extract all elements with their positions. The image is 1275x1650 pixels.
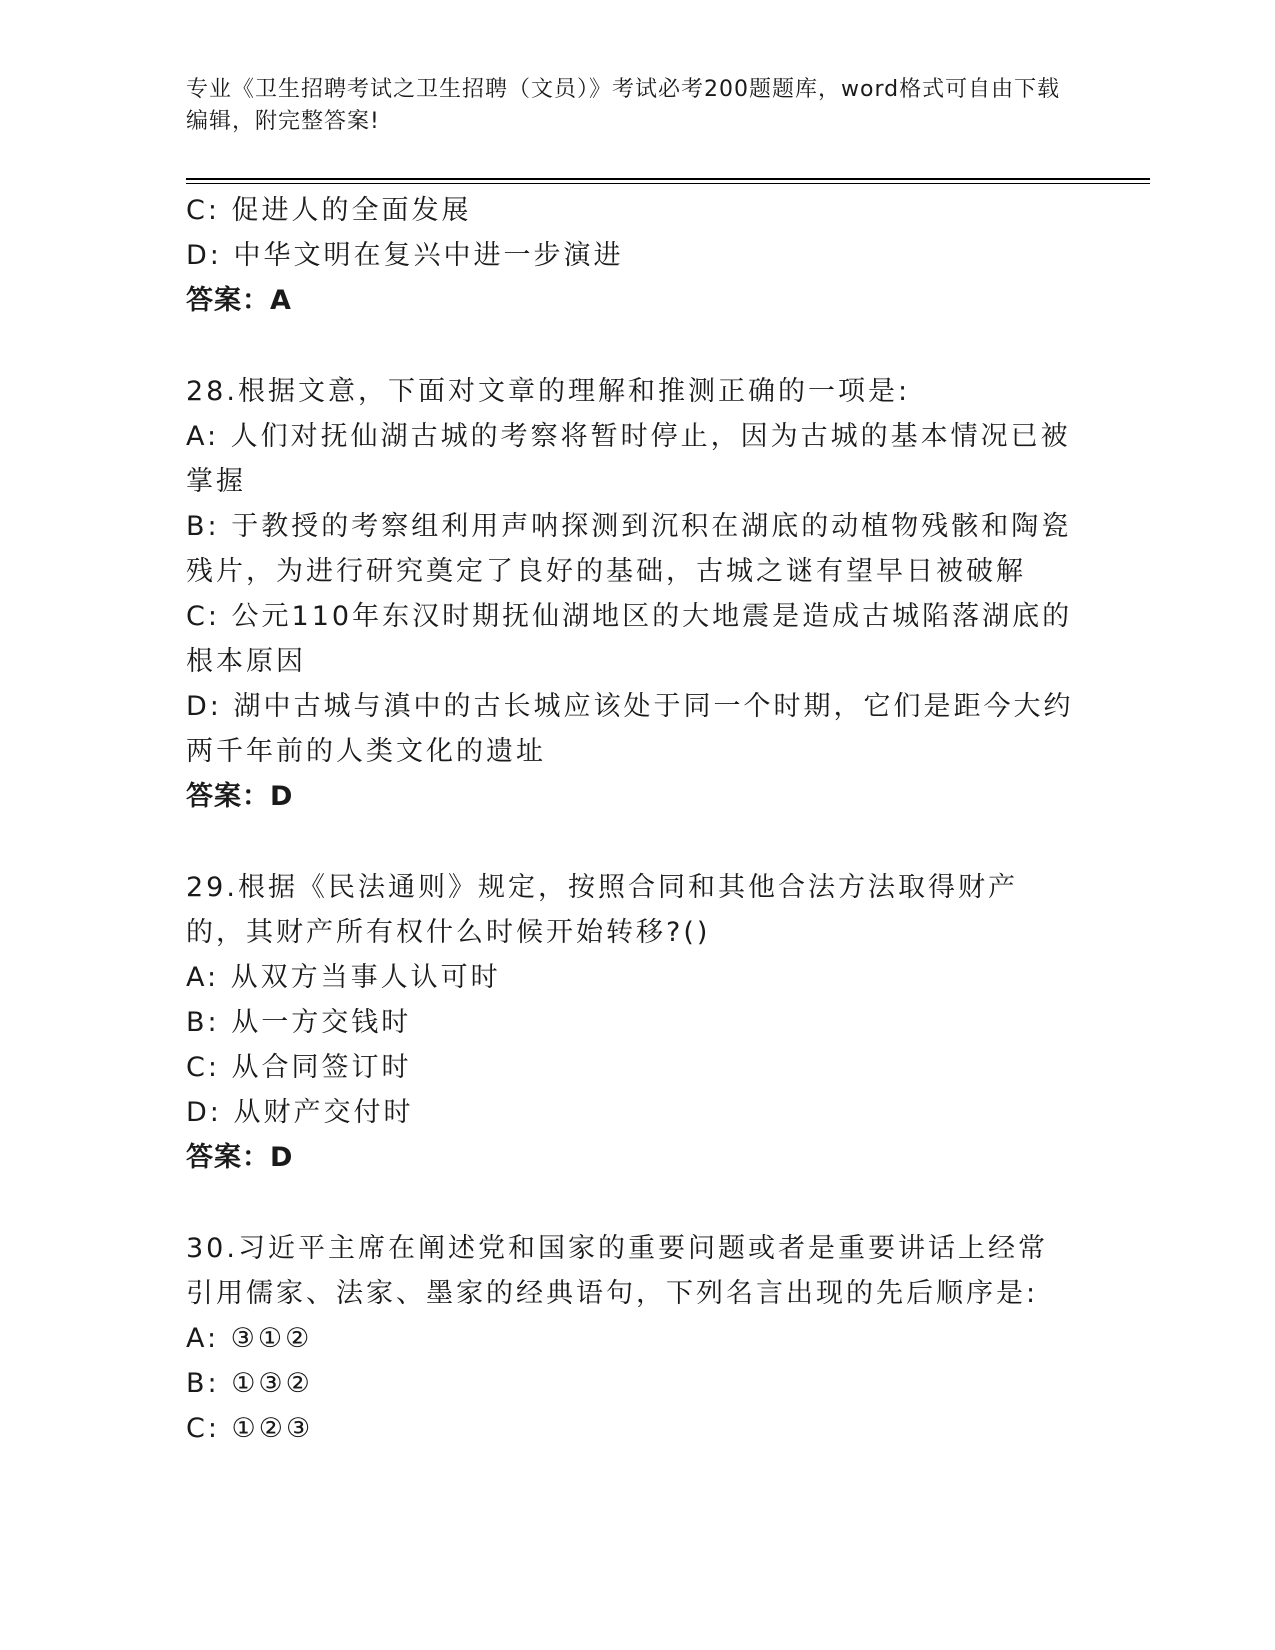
header-rule-thin	[186, 183, 1150, 184]
answer-text: 答案：A	[186, 285, 292, 316]
question-stem-29: 29.根据《民法通则》规定，按照合同和其他合法方法取得财产的，其财产所有权什么时候开始转移?()	[186, 872, 1018, 948]
header-rule-thick	[186, 178, 1150, 180]
document-header: 专业《卫生招聘考试之卫生招聘（文员）》考试必考200题题库，word格式可自由下载编辑，附完整答案!	[186, 77, 1061, 134]
option-a: A: 从双方当事人认可时	[186, 962, 501, 993]
spacer	[186, 819, 1076, 865]
answer-text: 答案：D	[186, 781, 294, 812]
option-b: B: 从一方交钱时	[186, 1007, 412, 1038]
option-d: D: 湖中古城与滇中的古长城应该处于同一个时期，它们是距今大约两千年前的人类文化的遗址	[186, 691, 1074, 767]
spacer	[186, 323, 1076, 369]
option-c: C: 公元110年东汉时期抚仙湖地区的大地震是造成古城陷落湖底的根本原因	[186, 601, 1073, 677]
option-b: B: 于教授的考察组利用声呐探测到沉积在湖底的动植物残骸和陶瓷残片，为进行研究奠定了良好的基础，古城之谜有望早日被破解	[186, 511, 1072, 587]
option-a: A: 人们对抚仙湖古城的考察将暂时停止，因为古城的基本情况已被掌握	[186, 421, 1071, 497]
question-stem-28: 28.根据文意，下面对文章的理解和推测正确的一项是:	[186, 376, 911, 407]
spacer	[186, 1180, 1076, 1226]
question-content	[186, 188, 1076, 1451]
option-c: C: 从合同签订时	[186, 1052, 412, 1083]
option-a: A: ③①②	[186, 1323, 313, 1354]
option-c: C: 促进人的全面发展	[186, 195, 472, 226]
option-d: D: 从财产交付时	[186, 1097, 414, 1128]
question-stem-30: 30.习近平主席在阐述党和国家的重要问题或者是重要讲话上经常引用儒家、法家、墨家的经典语句，下列名言出现的先后顺序是:	[186, 1233, 1048, 1309]
answer-text: 答案：D	[186, 1142, 294, 1173]
option-c: C: ①②③	[186, 1413, 314, 1444]
option-d: D: 中华文明在复兴中进一步演进	[186, 240, 624, 271]
option-b: B: ①③②	[186, 1368, 313, 1399]
